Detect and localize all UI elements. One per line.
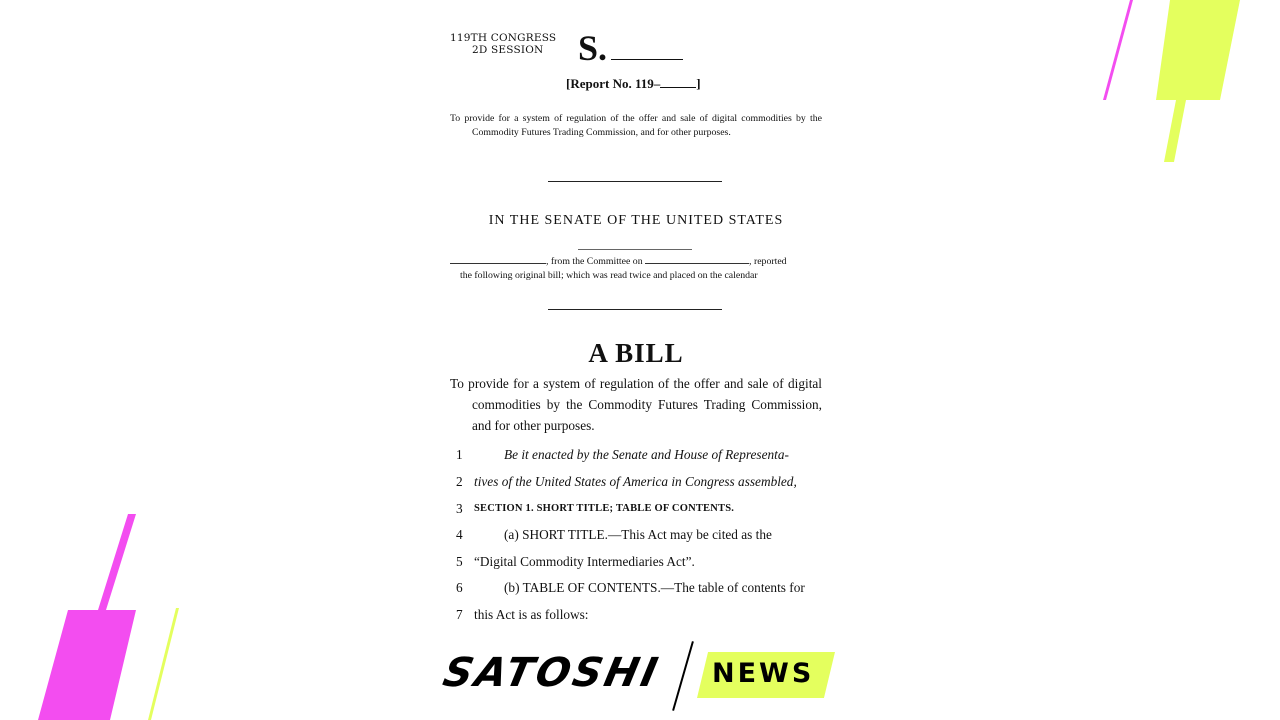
logo-text-satoshi: SATOSHI: [439, 650, 665, 696]
bill-purpose: To provide for a system of regulation of the offer and sale of digital commodities by the Commodity Futures Trading Commission, and for other purposes.: [450, 376, 822, 433]
line-number: 7: [456, 607, 463, 622]
line-number: 5: [456, 554, 463, 569]
report-label: [Report No. 119–: [566, 76, 661, 91]
magenta-stripe-upper: [98, 514, 136, 610]
report-blank: [660, 87, 696, 88]
line-text: “Digital Commodity Intermediaries Act”.: [474, 554, 695, 569]
name-blank: [450, 255, 546, 264]
magenta-stripe-large: [38, 610, 136, 720]
line-number: 2: [456, 474, 463, 489]
purpose-summary: To provide for a system of regulation of the offer and sale of digital commodities by the Commodity Futures Trading Commission, and for other purposes.: [450, 113, 822, 138]
bill-line: [448, 527, 824, 547]
line-text: Be it enacted by the Senate and House of Representa-: [504, 447, 789, 462]
line-text: (b) TABLE OF CONTENTS.—The table of contents for: [504, 580, 805, 595]
bill-line: [448, 580, 824, 600]
line-text: tives of the United States of America in Congress assembled,: [474, 474, 797, 489]
decorative-stripes-bottom-left: [30, 510, 190, 720]
committee-blank: [645, 255, 749, 264]
report-number: [566, 76, 701, 92]
line-number: 4: [456, 527, 463, 542]
bill-number: [578, 28, 683, 68]
lime-stripe-thin: [1164, 100, 1186, 162]
line-text: this Act is as follows:: [474, 607, 589, 622]
section-heading: SECTION 1. SHORT TITLE; TABLE OF CONTENTS.: [474, 503, 735, 514]
logo-slash: [672, 641, 694, 711]
divider-rule-short: [578, 249, 692, 250]
line-number: 6: [456, 580, 463, 595]
lime-stripe-large: [1156, 0, 1240, 100]
congress-session: [450, 32, 556, 56]
bill-prefix: S.: [578, 28, 608, 68]
reported-part1: , from the Committee on: [546, 256, 643, 267]
decorative-stripes-top-right: [1090, 0, 1280, 170]
bill-line: [448, 607, 824, 627]
line-text: (a) SHORT TITLE.—This Act may be cited as the: [504, 527, 772, 542]
bill-line: [448, 554, 824, 574]
bill-line: [448, 447, 824, 467]
divider-rule-1: [548, 181, 722, 182]
line-number: 3: [456, 501, 463, 516]
lime-stripe-thin-left: [148, 608, 179, 720]
logo-text-news: NEWS: [712, 658, 815, 689]
report-suffix: ]: [696, 76, 701, 91]
satoshi-news-logo: [439, 640, 842, 710]
bill-heading: A BILL: [588, 338, 684, 368]
magenta-stripe-thin: [1103, 0, 1133, 100]
reported-part2: , reported: [749, 256, 787, 267]
senate-heading: IN THE SENATE OF THE UNITED STATES: [488, 213, 784, 228]
bill-number-blank: [611, 32, 683, 60]
session-label: 2D SESSION: [472, 44, 544, 56]
divider-rule-2: [548, 309, 722, 310]
reported-statement: [450, 255, 822, 283]
reported-line2: the following original bill; which was read twice and placed on the calendar: [460, 270, 758, 281]
line-number: 1: [456, 447, 463, 462]
bill-line: [448, 501, 824, 521]
bill-line: [448, 474, 824, 494]
congress-label: 119TH CONGRESS: [450, 32, 557, 44]
